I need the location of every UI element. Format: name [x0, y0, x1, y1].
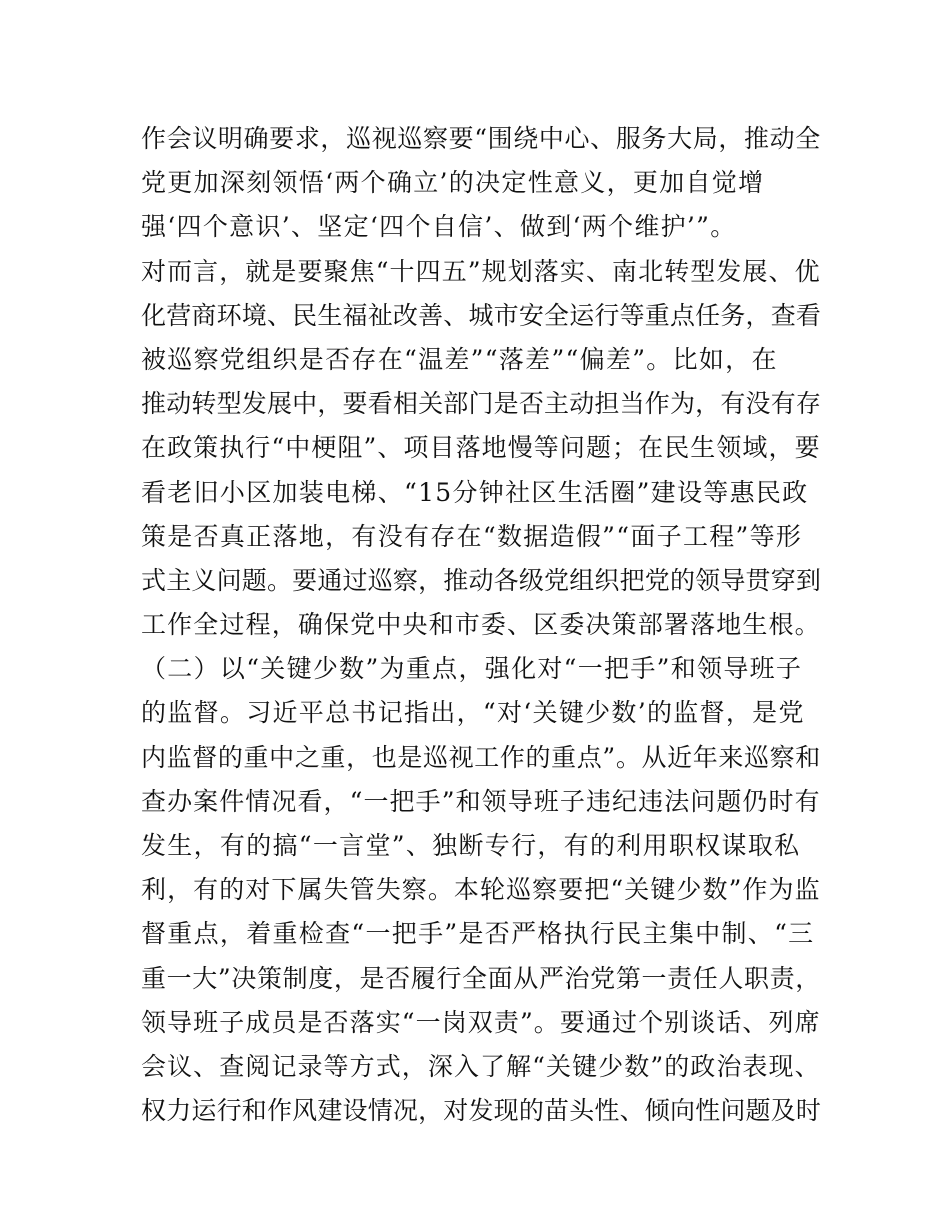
text-line: 内监督的重中之重，也是巡视工作的重点”。从近年来巡察和 — [141, 742, 821, 772]
text-line: 督重点，着重检查“一把手”是否严格执行民主集中制、“三 — [141, 919, 815, 949]
text-line: 化营商环境、民生福祉改善、城市安全运行等重点任务，查看 — [141, 300, 822, 330]
body-text — [141, 117, 821, 1133]
text-line: 查办案件情况看，“一把手”和领导班子违纪违法问题仍时有 — [141, 786, 821, 816]
text-line: 作会议明确要求，巡视巡察要“围绕中心、服务大局，推动全 — [141, 124, 821, 153]
text-line: 党更加深刻领悟‘两个确立’的决定性意义，更加自觉增 — [141, 168, 765, 198]
text-line: 权力运行和作风建设情况，对发现的苗头性、倾向性问题及时 — [141, 1096, 822, 1126]
text-line: 被巡察党组织是否存在“温差”“落差”“偏差”。比如，在 — [141, 344, 778, 374]
section-heading-line: （二）以“关键少数”为重点，强化对“一把手”和领导班子 — [141, 654, 803, 684]
text-line: 工作全过程，确保党中央和市委、区委决策部署落地生根。 — [141, 610, 821, 640]
text-line: 领导班子成员是否落实“一岗双责”。要通过个别谈话、列席 — [141, 1007, 821, 1037]
text-line: 推动转型发展中，要看相关部门是否主动担当作为，有没有存 — [141, 389, 822, 419]
text-line: 的监督。习近平总书记指出，“对‘关键少数’的监督，是党 — [141, 698, 805, 728]
text-line: 式主义问题。要通过巡察，推动各级党组织把党的领导贯穿到 — [141, 565, 822, 595]
text-line: 看老旧小区加装电梯、“15分钟社区生活圈”建设等惠民政 — [141, 477, 809, 507]
text-line: 利，有的对下属失管失察。本轮巡察要把“关键少数”作为监 — [141, 875, 821, 905]
text-line: 对而言，就是要聚焦“十四五”规划落实、南北转型发展、优 — [141, 256, 821, 286]
text-line: 策是否真正落地，有没有存在“数据造假”“面子工程”等形 — [141, 521, 803, 551]
text-line: 会议、查阅记录等方式，深入了解“关键少数”的政治表现、 — [141, 1051, 821, 1081]
text-line: 发生，有的搞“一言堂”、独断专行，有的利用职权谋取私 — [141, 831, 801, 860]
text-line: 重一大”决策制度，是否履行全面从严治党第一责任人职责， — [141, 963, 821, 993]
text-line: 在政策执行“中梗阻”、项目落地慢等问题；在民生领域，要 — [141, 433, 821, 463]
text-line: 强‘四个意识’、坚定‘四个自信’、做到‘两个维护’”。 — [141, 212, 737, 242]
